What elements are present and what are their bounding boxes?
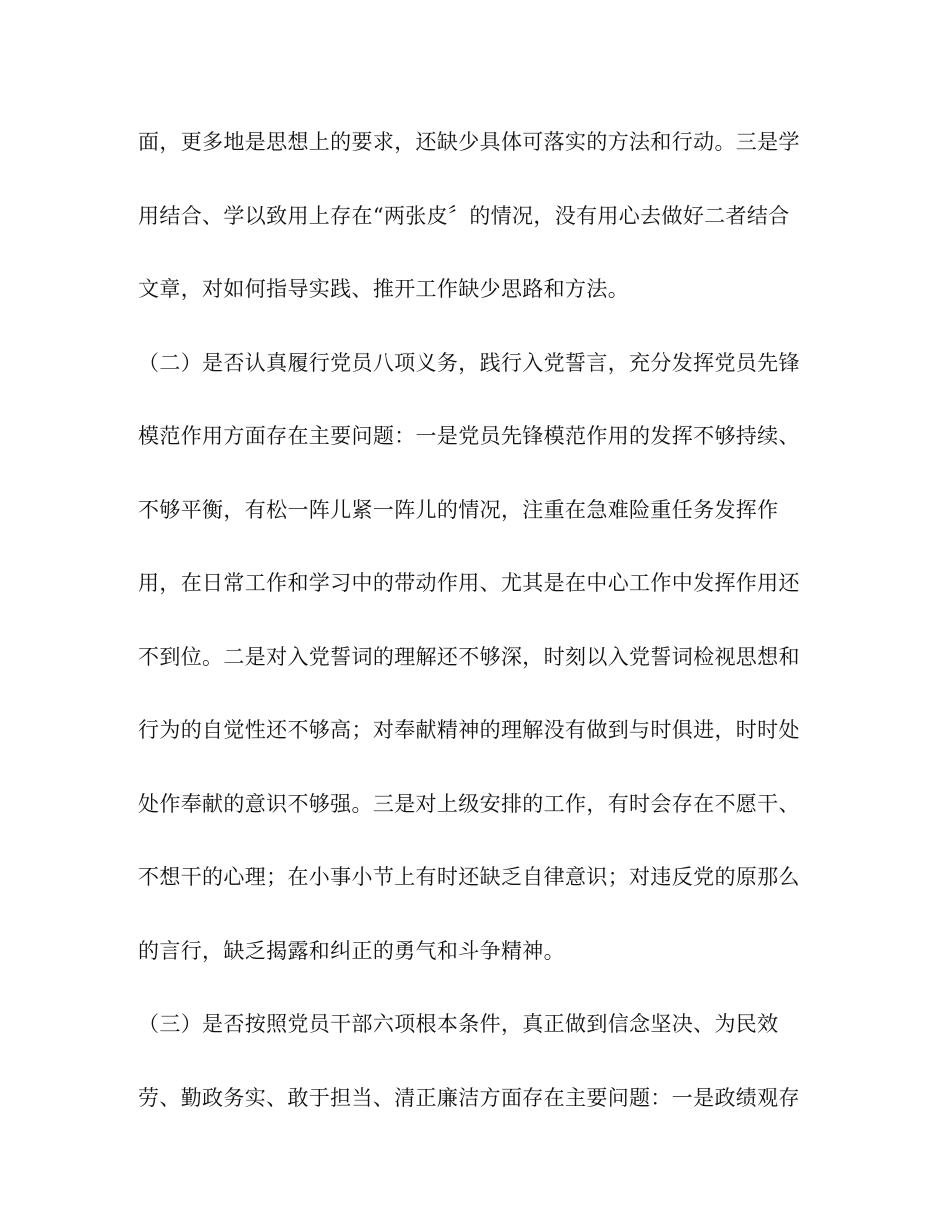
text-line-7: 用，在日常工作和学习中的带动作用、尤其是在中心工作中发挥作用还 xyxy=(138,571,800,595)
text-line-11: 不想干的心理；在小事小节上有时还缺乏自律意识；对违反党的原那么 xyxy=(138,865,800,889)
text-line-8: 不到位。二是对入党誓词的理解还不够深，时刻以入党誓词检视思想和 xyxy=(138,644,800,669)
text-line-12: 的言行，缺乏揭露和纠正的勇气和斗争精神。 xyxy=(138,938,565,963)
body-text xyxy=(138,120,818,1149)
text-line-13: （三）是否按照党员干部六项根本条件，真正做到信念坚决、为民效 xyxy=(138,1012,779,1036)
text-line-14: 劳、勤政务实、敢于担当、清正廉洁方面存在主要问题：一是政绩观存 xyxy=(138,1085,800,1110)
text-line-6: 不够平衡，有松一阵儿紧一阵儿的情况，注重在急难险重任务发挥作 xyxy=(138,497,779,522)
text-line-2: 用结合、学以致用上存在“两张皮〞的情况，没有用心去做好二者结合 xyxy=(138,203,790,228)
text-line-10: 处作奉献的意识不够强。三是对上级安排的工作，有时会存在不愿干、 xyxy=(138,791,800,816)
text-line-3: 文章，对如何指导实践、推开工作缺少思路和方法。 xyxy=(138,277,630,301)
text-line-4: （二）是否认真履行党员八项义务，践行入党誓言，充分发挥党员先锋 xyxy=(138,350,800,375)
text-line-9: 行为的自觉性还不够高；对奉献精神的理解没有做到与时俱进，时时处 xyxy=(138,718,800,742)
text-line-5: 模范作用方面存在主要问题：一是党员先锋模范作用的发挥不够持续、 xyxy=(138,424,800,448)
text-line-1: 面，更多地是思想上的要求，还缺少具体可落实的方法和行动。三是学 xyxy=(138,130,800,154)
